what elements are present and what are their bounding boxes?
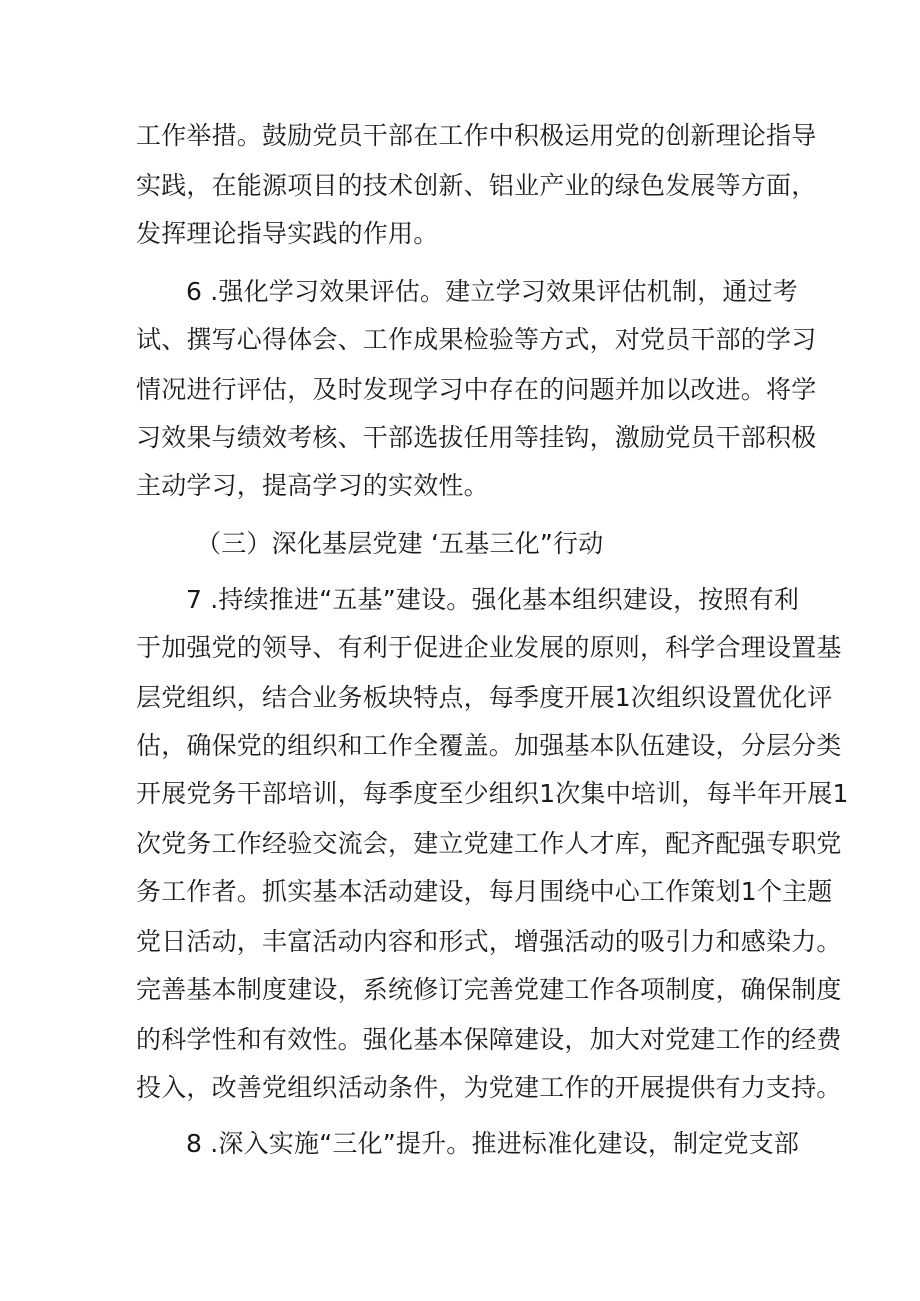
text-line: 务工作者。抓实基本活动建设，每月围绕中心工作策划1个主题	[136, 877, 833, 906]
text-line: 于加强党的领导、有利于促进企业发展的原则，科学合理设置基	[136, 633, 842, 662]
text-line: 投入，改善党组织活动条件，为党建工作的开展提供有力支持。	[136, 1073, 842, 1102]
text-line: 发挥理论指导实践的作用。	[136, 219, 439, 248]
text-line: 完善基本制度建设，系统修订完善党建工作各项制度，确保制度	[136, 975, 842, 1004]
text-line: 实践，在能源项目的技术创新、铝业产业的绿色发展等方面，	[136, 171, 817, 200]
text-line: 估，确保党的组织和工作全覆盖。加强基本队伍建设，分层分类	[136, 731, 842, 760]
text-line: 习效果与绩效考核、干部选拔任用等挂钩，激励党员干部积极	[136, 423, 817, 452]
text-line: 7 .持续推进“五基”建设。强化基本组织建设，按照有利	[186, 585, 800, 614]
text-line: 8 .深入实施“三化”提升。推进标准化建设，制定党支部	[186, 1129, 800, 1158]
text-line: 党日活动，丰富活动内容和形式，增强活动的吸引力和感染力。	[136, 927, 842, 956]
text-line: 开展党务干部培训，每季度至少组织1次集中培训，每半年开展1	[136, 779, 849, 808]
text-line: 情况进行评估，及时发现学习中存在的问题并加以改进。将学	[136, 375, 817, 404]
text-line: 主动学习，提高学习的实效性。	[136, 471, 489, 500]
text-line: 工作举措。鼓励党员干部在工作中积极运用党的创新理论指导	[136, 121, 817, 150]
text-line: 次党务工作经验交流会，建立党建工作人才库，配齐配强专职党	[136, 829, 842, 858]
text-line: 试、撰写心得体会、工作成果检验等方式，对党员干部的学习	[136, 325, 817, 354]
section-heading: （三）深化基层党建 ‘五基三化”行动	[196, 529, 604, 558]
text-line: 6 .强化学习效果评估。建立学习效果评估机制，通过考	[186, 277, 799, 306]
text-line: 层党组织，结合业务板块特点，每季度开展1次组织设置优化评	[136, 683, 833, 712]
text-line: 的科学性和有效性。强化基本保障建设，加大对党建工作的经费	[136, 1025, 842, 1054]
